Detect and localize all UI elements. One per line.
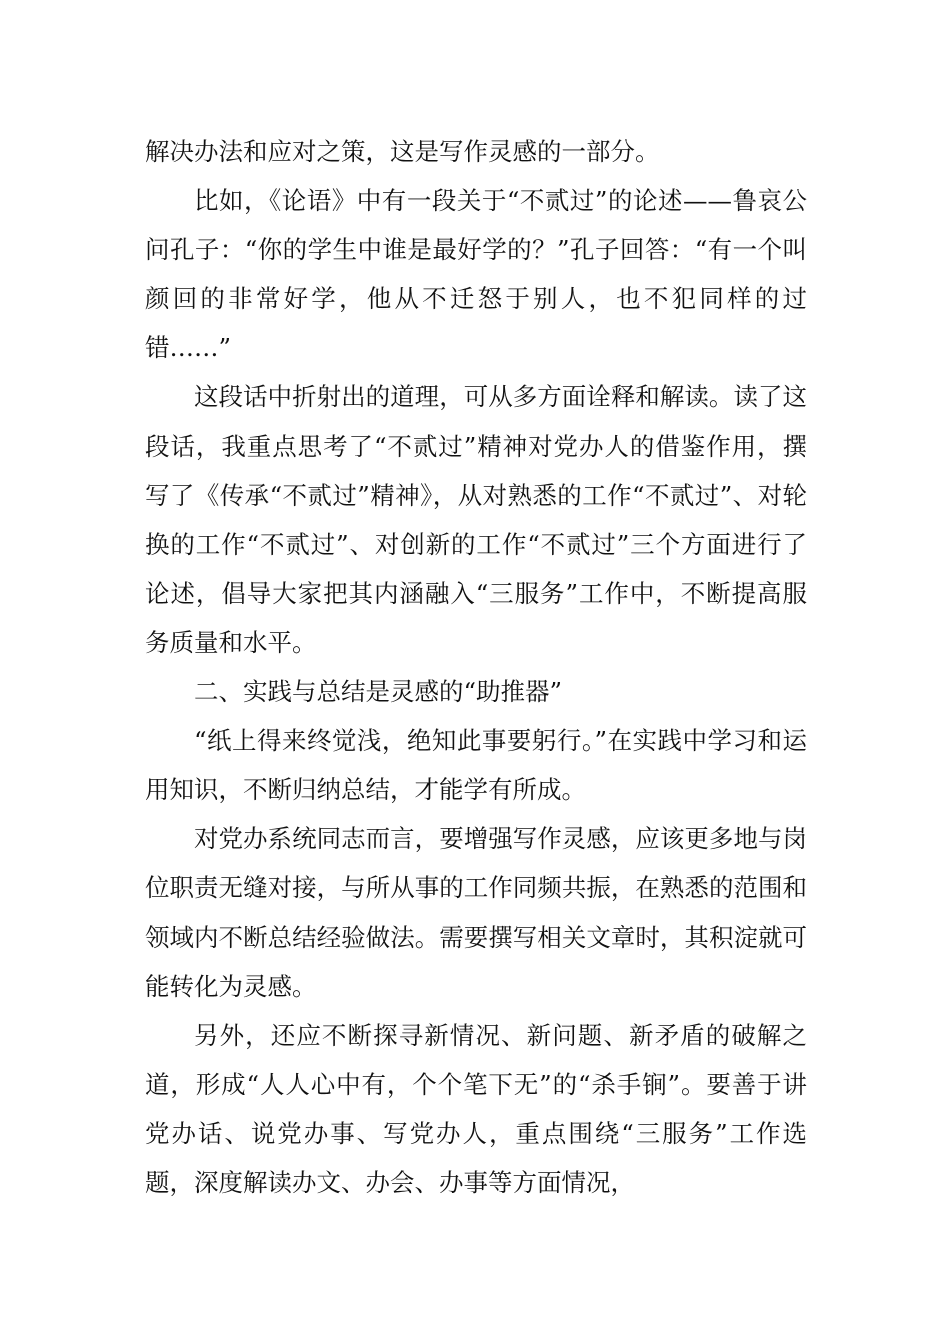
paragraph-quote: “纸上得来终觉浅，绝知此事要躬行。”在实践中学习和运用知识，不断归纳总结，才能学有所成。 (145, 726, 807, 805)
paragraph-continuation: 解决办法和应对之策，这是写作灵感的一部分。 (145, 137, 660, 166)
document-body (145, 127, 807, 1207)
paragraph-lunyu-example: 比如，《论语》中有一段关于“不贰过”的论述——鲁哀公问孔子：“你的学生中谁是最好学的？”孔子回答：“有一个叫颜回的非常好学，他从不迁怒于别人，也不犯同样的过错……” (145, 186, 807, 363)
paragraph-interpretation: 这段话中折射出的道理，可从多方面诠释和解读。读了这段话，我重点思考了“不贰过”精神对党办人的借鉴作用，撰写了《传承“不贰过”精神》，从对熟悉的工作“不贰过”、对轮换的工作“不贰过”、对创新的工作“不贰过”三个方面进行了论述，倡导大家把其内涵融入“三服务”工作中，不断提高服务质量和水平。 (145, 382, 807, 657)
section-heading: 二、实践与总结是灵感的“助推器” (194, 677, 563, 707)
paragraph-explore: 另外，还应不断探寻新情况、新问题、新矛盾的破解之道，形成“人人心中有，个个笔下无”的“杀手锏”。要善于讲党办话、说党办事、写党办人，重点围绕“三服务”工作选题，深度解读办文、办会、办事等方面情况， (145, 1020, 807, 1197)
paragraph-practice: 对党办系统同志而言，要增强写作灵感，应该更多地与岗位职责无缝对接，与所从事的工作同频共振，在熟悉的范围和领域内不断总结经验做法。需要撰写相关文章时，其积淀就可能转化为灵感。 (145, 824, 807, 1001)
